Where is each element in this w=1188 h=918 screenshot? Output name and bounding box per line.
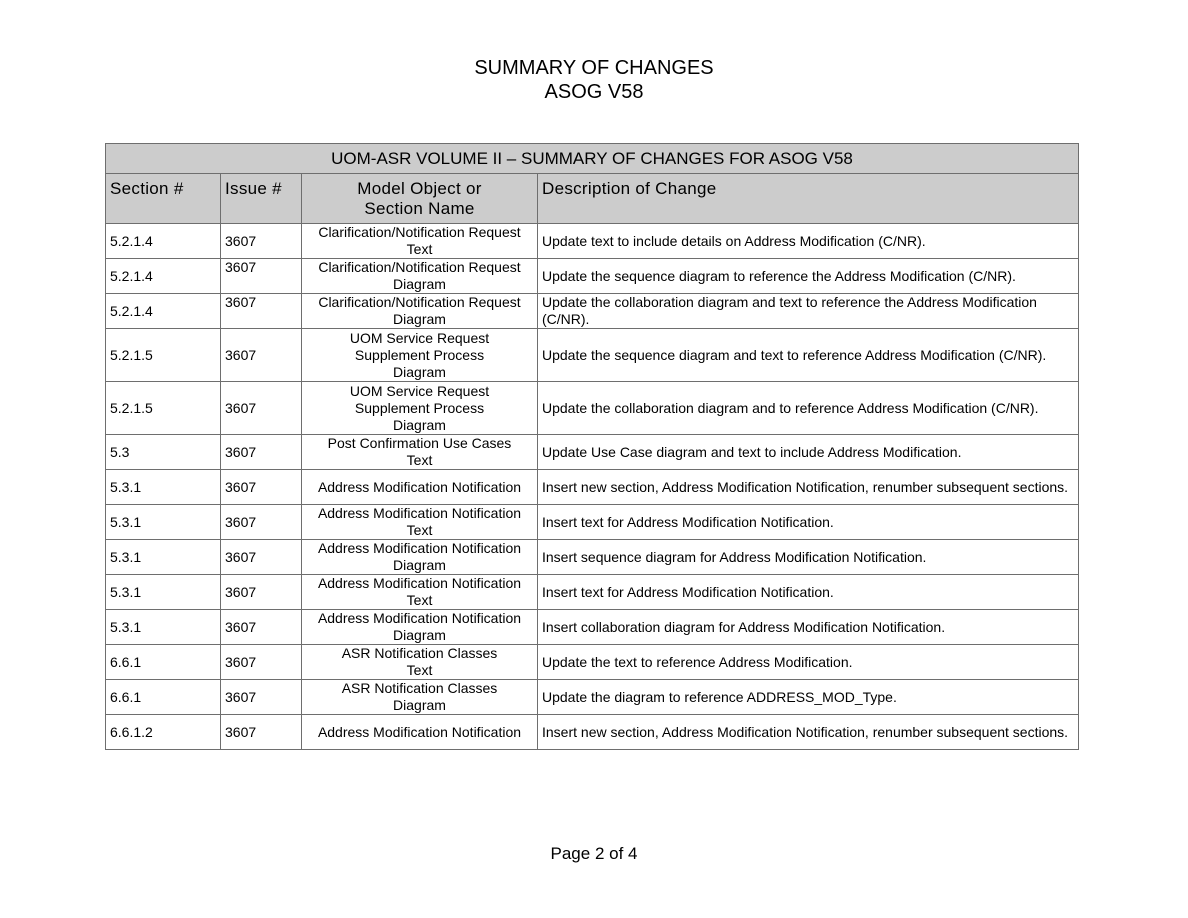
description-cell: Update the text to reference Address Modification. [538, 645, 1079, 680]
issue-number-cell: 3607 [221, 645, 302, 680]
section-number-cell: 6.6.1 [106, 680, 221, 715]
table-row [106, 470, 1079, 505]
model-object-line: ASR Notification Classes [341, 645, 498, 661]
model-object-cell [302, 382, 538, 435]
issue-number-cell: 3607 [221, 680, 302, 715]
model-object-line: UOM Service Request [349, 329, 490, 346]
description-cell: Update the collaboration diagram and to reference Address Modification (C/NR). [538, 382, 1079, 435]
section-number-cell: 5.3.1 [106, 540, 221, 575]
model-object-cell [302, 259, 538, 294]
model-object-line: Diagram [393, 276, 446, 292]
issue-number-cell: 3607 [221, 575, 302, 610]
description-cell: Insert new section, Address Modification Notification, renumber subsequent sections. [538, 470, 1079, 505]
model-object-line: Address Modification Notification [317, 505, 522, 521]
model-object-line: Address Modification Notification [317, 610, 522, 626]
issue-number-cell: 3607 [221, 505, 302, 540]
description-cell: Insert sequence diagram for Address Modification Notification. [538, 540, 1079, 575]
model-object-line: Clarification/Notification Request [318, 259, 521, 275]
model-object-cell [302, 505, 538, 540]
table-banner: UOM-ASR VOLUME II – SUMMARY OF CHANGES FOR ASOG V58 [106, 144, 1079, 174]
model-object-cell [302, 575, 538, 610]
model-object-line: UOM Service Request [349, 382, 490, 399]
model-object-line: Text [406, 452, 433, 468]
model-object-cell [302, 470, 538, 505]
model-object-line: Address Modification Notification [317, 540, 522, 556]
issue-number-cell: 3607 [221, 470, 302, 505]
section-number-cell: 5.2.1.5 [106, 329, 221, 382]
table-row [106, 259, 1079, 294]
section-number-cell: 5.3 [106, 435, 221, 470]
description-cell: Insert text for Address Modification Notification. [538, 505, 1079, 540]
section-number-cell: 5.3.1 [106, 470, 221, 505]
table-row [106, 435, 1079, 470]
model-object-line: Text [406, 662, 433, 678]
table-row [106, 294, 1079, 329]
table-row [106, 715, 1079, 750]
model-object-line: Diagram [393, 363, 446, 380]
model-object-line: Clarification/Notification Request [318, 224, 521, 240]
header-model-line-1: Model Object or [357, 179, 482, 198]
table-header-row [106, 174, 1079, 224]
page-number: Page 2 of 4 [550, 844, 638, 863]
issue-number-cell: 3607 [221, 382, 302, 435]
model-object-cell [302, 329, 538, 382]
title-line-2: ASOG V58 [544, 81, 644, 103]
table-row [106, 505, 1079, 540]
model-object-cell [302, 540, 538, 575]
header-description: Description of Change [538, 174, 1079, 224]
issue-number-cell: 3607 [221, 610, 302, 645]
section-number-cell: 6.6.1.2 [106, 715, 221, 750]
header-model-line-2: Section Name [364, 199, 475, 218]
section-number-cell: 5.3.1 [106, 505, 221, 540]
model-object-line: Address Modification Notification [317, 723, 522, 740]
table-row [106, 382, 1079, 435]
section-number-cell: 5.2.1.4 [106, 259, 221, 294]
model-object-line: Clarification/Notification Request [318, 294, 521, 310]
description-cell: Update Use Case diagram and text to include Address Modification. [538, 435, 1079, 470]
header-section: Section # [106, 174, 221, 224]
description-cell: Update the sequence diagram to reference the Address Modification (C/NR). [538, 259, 1079, 294]
model-object-cell [302, 680, 538, 715]
model-object-line: Diagram [393, 627, 446, 643]
issue-number-cell: 3607 [221, 259, 302, 294]
table-row [106, 645, 1079, 680]
section-number-cell: 6.6.1 [106, 645, 221, 680]
description-cell: Insert collaboration diagram for Address Modification Notification. [538, 610, 1079, 645]
description-cell: Insert new section, Address Modification Notification, renumber subsequent sections. [538, 715, 1079, 750]
issue-number-cell: 3607 [221, 715, 302, 750]
model-object-line: Diagram [393, 697, 446, 713]
section-number-cell: 5.3.1 [106, 575, 221, 610]
description-cell: Update the collaboration diagram and text to reference the Address Modification (C/NR). [538, 294, 1079, 329]
issue-number-cell: 3607 [221, 540, 302, 575]
document-title [0, 56, 1188, 104]
section-number-cell: 5.2.1.4 [106, 224, 221, 259]
table-row [106, 610, 1079, 645]
description-cell: Insert text for Address Modification Notification. [538, 575, 1079, 610]
model-object-line: Text [406, 592, 433, 608]
model-object-line: Address Modification Notification [317, 575, 522, 591]
model-object-cell [302, 435, 538, 470]
model-object-cell [302, 294, 538, 329]
model-object-line: Diagram [393, 416, 446, 433]
table-row [106, 329, 1079, 382]
section-number-cell: 5.3.1 [106, 610, 221, 645]
model-object-line: Post Confirmation Use Cases [327, 435, 512, 451]
model-object-line: Diagram [393, 311, 446, 327]
model-object-cell [302, 610, 538, 645]
description-cell: Update text to include details on Address Modification (C/NR). [538, 224, 1079, 259]
section-number-cell: 5.2.1.4 [106, 294, 221, 329]
model-object-cell [302, 224, 538, 259]
model-object-line: Address Modification Notification [317, 478, 522, 495]
summary-of-changes-table [105, 143, 1079, 750]
model-object-line: Text [406, 522, 433, 538]
table-row [106, 540, 1079, 575]
model-object-cell [302, 715, 538, 750]
model-object-line: Text [406, 241, 433, 257]
table-row [106, 680, 1079, 715]
header-issue: Issue # [221, 174, 302, 224]
table-banner-row [106, 144, 1079, 174]
issue-number-cell: 3607 [221, 224, 302, 259]
model-object-line: Supplement Process [354, 399, 485, 416]
model-object-cell [302, 645, 538, 680]
model-object-line: Supplement Process [354, 346, 485, 363]
table-row [106, 224, 1079, 259]
description-cell: Update the sequence diagram and text to reference Address Modification (C/NR). [538, 329, 1079, 382]
issue-number-cell: 3607 [221, 294, 302, 329]
model-object-line: ASR Notification Classes [341, 680, 498, 696]
description-cell: Update the diagram to reference ADDRESS_MOD_Type. [538, 680, 1079, 715]
model-object-line: Diagram [393, 557, 446, 573]
issue-number-cell: 3607 [221, 435, 302, 470]
header-model [302, 174, 538, 224]
table-body [106, 224, 1079, 750]
issue-number-cell: 3607 [221, 329, 302, 382]
title-line-1: SUMMARY OF CHANGES [474, 57, 714, 79]
table-row [106, 575, 1079, 610]
section-number-cell: 5.2.1.5 [106, 382, 221, 435]
